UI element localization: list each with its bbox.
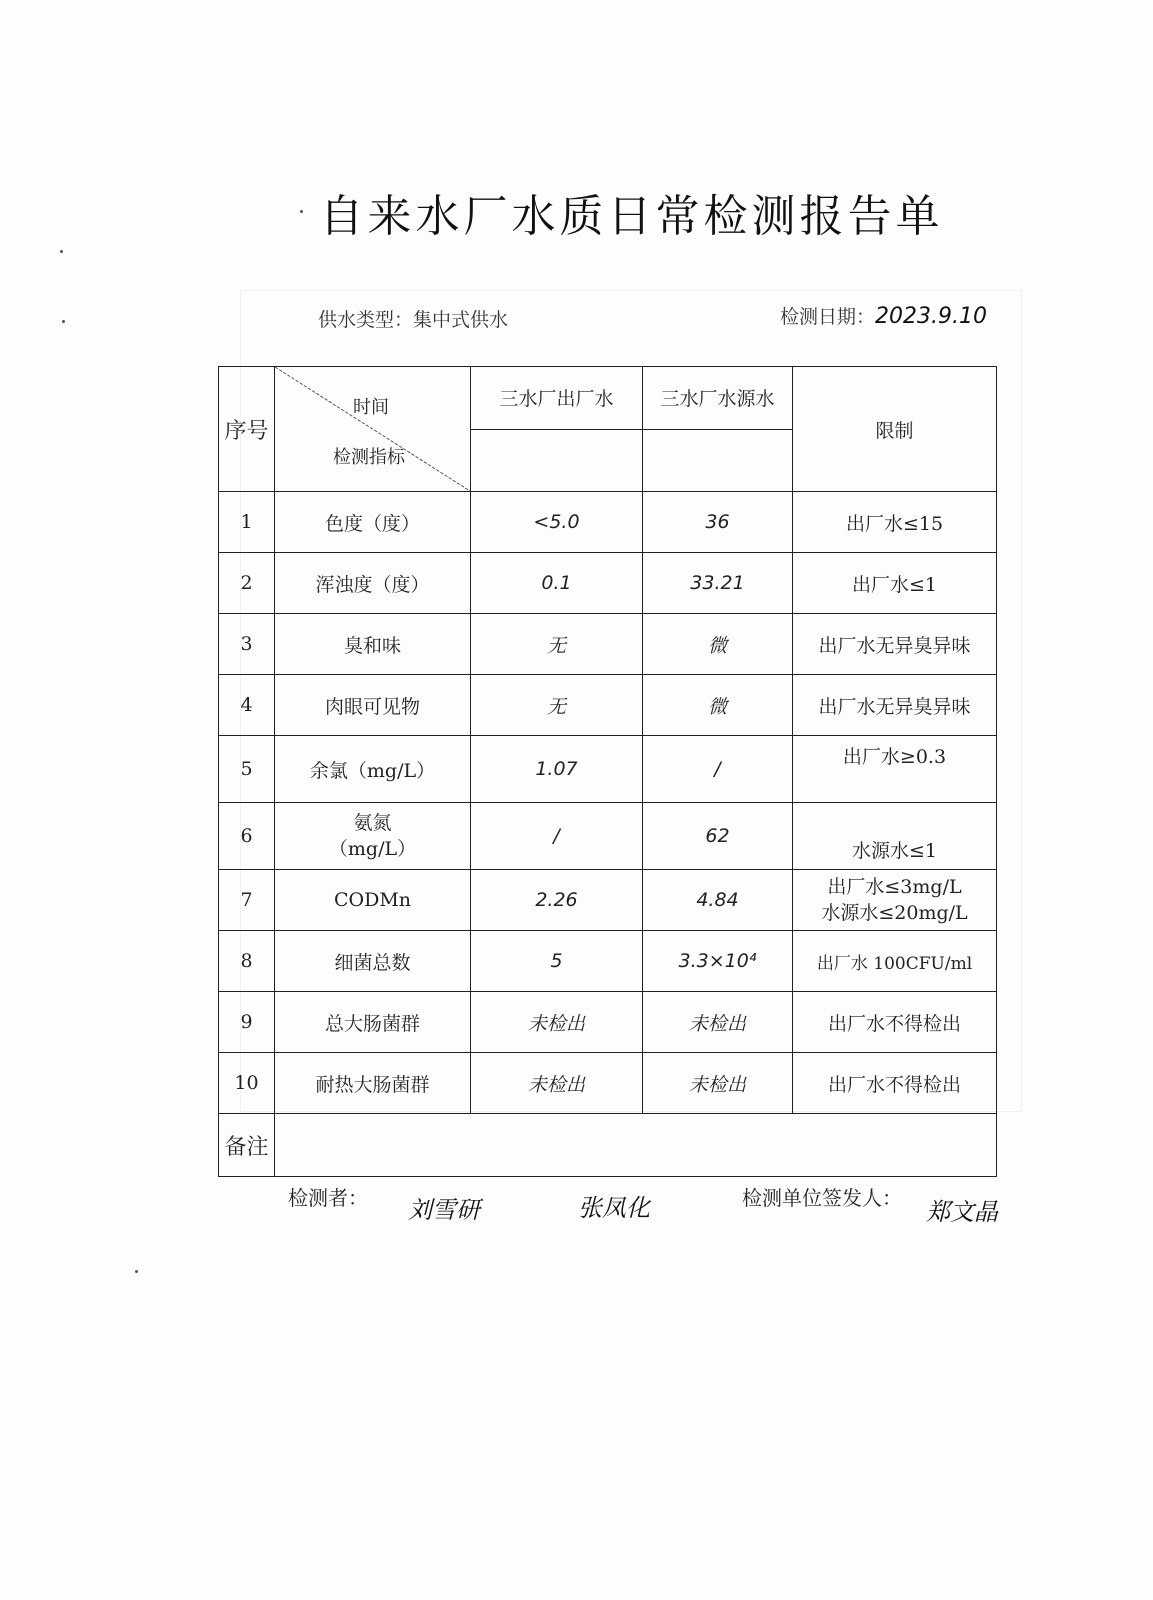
- row-index: 6: [219, 803, 275, 870]
- row-index: 2: [219, 553, 275, 614]
- row-value-b: 微: [643, 675, 793, 736]
- document-title: 自来水厂水质日常检测报告单: [319, 191, 944, 242]
- row-limit: 出厂水≤1: [793, 553, 997, 614]
- row-limit: 出厂水不得检出: [793, 992, 997, 1053]
- row-value-a: 无: [471, 614, 643, 675]
- row-indicator: 色度（度）: [275, 492, 471, 553]
- row-limit: 出厂水无异臭异味: [793, 675, 997, 736]
- header-indicator: 检测指标: [333, 447, 405, 468]
- row-indicator: 细菌总数: [275, 931, 471, 992]
- table-row: [219, 870, 997, 931]
- row-value-b: 36: [643, 492, 793, 553]
- supply-type-value: 集中式供水: [413, 309, 509, 331]
- row-index: 9: [219, 992, 275, 1053]
- test-date: [780, 302, 987, 329]
- row-value-b: 微: [643, 614, 793, 675]
- row-value-b: 未检出: [643, 992, 793, 1053]
- row-limit: 出厂水无异臭异味: [793, 614, 997, 675]
- row-value-a: 2.26: [471, 870, 643, 931]
- row-value-b: /: [643, 736, 793, 803]
- row-limit-line1: 出厂水≤3mg/L: [827, 876, 962, 898]
- table-row: [219, 675, 997, 736]
- header-col-a: 三水厂出厂水: [471, 367, 643, 430]
- test-date-label: 检测日期：: [780, 306, 876, 328]
- row-index: 3: [219, 614, 275, 675]
- row-value-a: 1.07: [471, 736, 643, 803]
- row-indicator-line2: （mg/L）: [328, 838, 417, 860]
- row-indicator: 肉眼可见物: [275, 675, 471, 736]
- issuer-label: 检测单位签发人：: [742, 1186, 902, 1210]
- scan-speck: [300, 210, 303, 213]
- row-index: 5: [219, 736, 275, 803]
- remark-row: [219, 1114, 997, 1177]
- table-row: [219, 614, 997, 675]
- tester-label: 检测者：: [288, 1186, 368, 1210]
- table-row: [219, 553, 997, 614]
- table-row: [219, 492, 997, 553]
- header-index: 序号: [219, 367, 275, 492]
- diagonal-line: [275, 367, 470, 491]
- table-row: [219, 736, 997, 803]
- table-row: [219, 803, 997, 870]
- test-date-value: 2023.9.10: [875, 304, 987, 329]
- row-indicator: 臭和味: [275, 614, 471, 675]
- row-value-a: 未检出: [471, 1053, 643, 1114]
- row-value-a: 未检出: [471, 992, 643, 1053]
- row-indicator: 浑浊度（度）: [275, 553, 471, 614]
- header-col-a-sub: [471, 429, 643, 492]
- remark-content: [275, 1114, 997, 1177]
- row-indicator: 耐热大肠菌群: [275, 1053, 471, 1114]
- row-indicator: [275, 803, 471, 870]
- row-value-b: 62: [643, 803, 793, 870]
- row-indicator: CODMn: [275, 870, 471, 931]
- scan-speck: [135, 1270, 138, 1273]
- tester-signature-2: 张凤化: [578, 1194, 650, 1222]
- row-value-b: 未检出: [643, 1053, 793, 1114]
- row-index: 8: [219, 931, 275, 992]
- row-index: 10: [219, 1053, 275, 1114]
- remark-label: 备注: [219, 1114, 275, 1177]
- table-row: [219, 931, 997, 992]
- header-col-b-sub: [643, 429, 793, 492]
- row-value-a: 0.1: [471, 553, 643, 614]
- row-limit: 出厂水≥0.3: [793, 736, 997, 803]
- row-value-a: 无: [471, 675, 643, 736]
- header-limit: 限制: [793, 367, 997, 492]
- issuer-signature: 郑文晶: [926, 1198, 998, 1226]
- row-indicator: 余氯（mg/L）: [275, 736, 471, 803]
- header-col-b: 三水厂水源水: [643, 367, 793, 430]
- scan-speck: [60, 250, 63, 253]
- header-diagonal-cell: [275, 367, 471, 492]
- row-limit: 出厂水不得检出: [793, 1053, 997, 1114]
- scan-speck: [62, 320, 65, 323]
- row-limit: 水源水≤1: [793, 803, 997, 870]
- row-value-a: <5.0: [471, 492, 643, 553]
- row-indicator: 总大肠菌群: [275, 992, 471, 1053]
- row-value-b: 4.84: [643, 870, 793, 931]
- report-table: [218, 366, 997, 1177]
- table-row: [219, 1053, 997, 1114]
- row-indicator-line1: 氨氮: [353, 812, 392, 834]
- row-value-a: 5: [471, 931, 643, 992]
- row-limit: 出厂水 100CFU/ml: [793, 931, 997, 992]
- supply-type-label: 供水类型：: [318, 309, 414, 331]
- header-time: 时间: [353, 397, 389, 418]
- row-limit-line2: 水源水≤20mg/L: [821, 902, 968, 924]
- supply-type: [318, 305, 508, 332]
- row-limit: 出厂水≤15: [793, 492, 997, 553]
- row-index: 1: [219, 492, 275, 553]
- row-index: 4: [219, 675, 275, 736]
- row-index: 7: [219, 870, 275, 931]
- row-limit: [793, 870, 997, 931]
- row-value-a: /: [471, 803, 643, 870]
- table-row: [219, 992, 997, 1053]
- row-value-b: 33.21: [643, 553, 793, 614]
- row-value-b: 3.3×10⁴: [643, 931, 793, 992]
- tester-signature-1: 刘雪研: [408, 1196, 480, 1224]
